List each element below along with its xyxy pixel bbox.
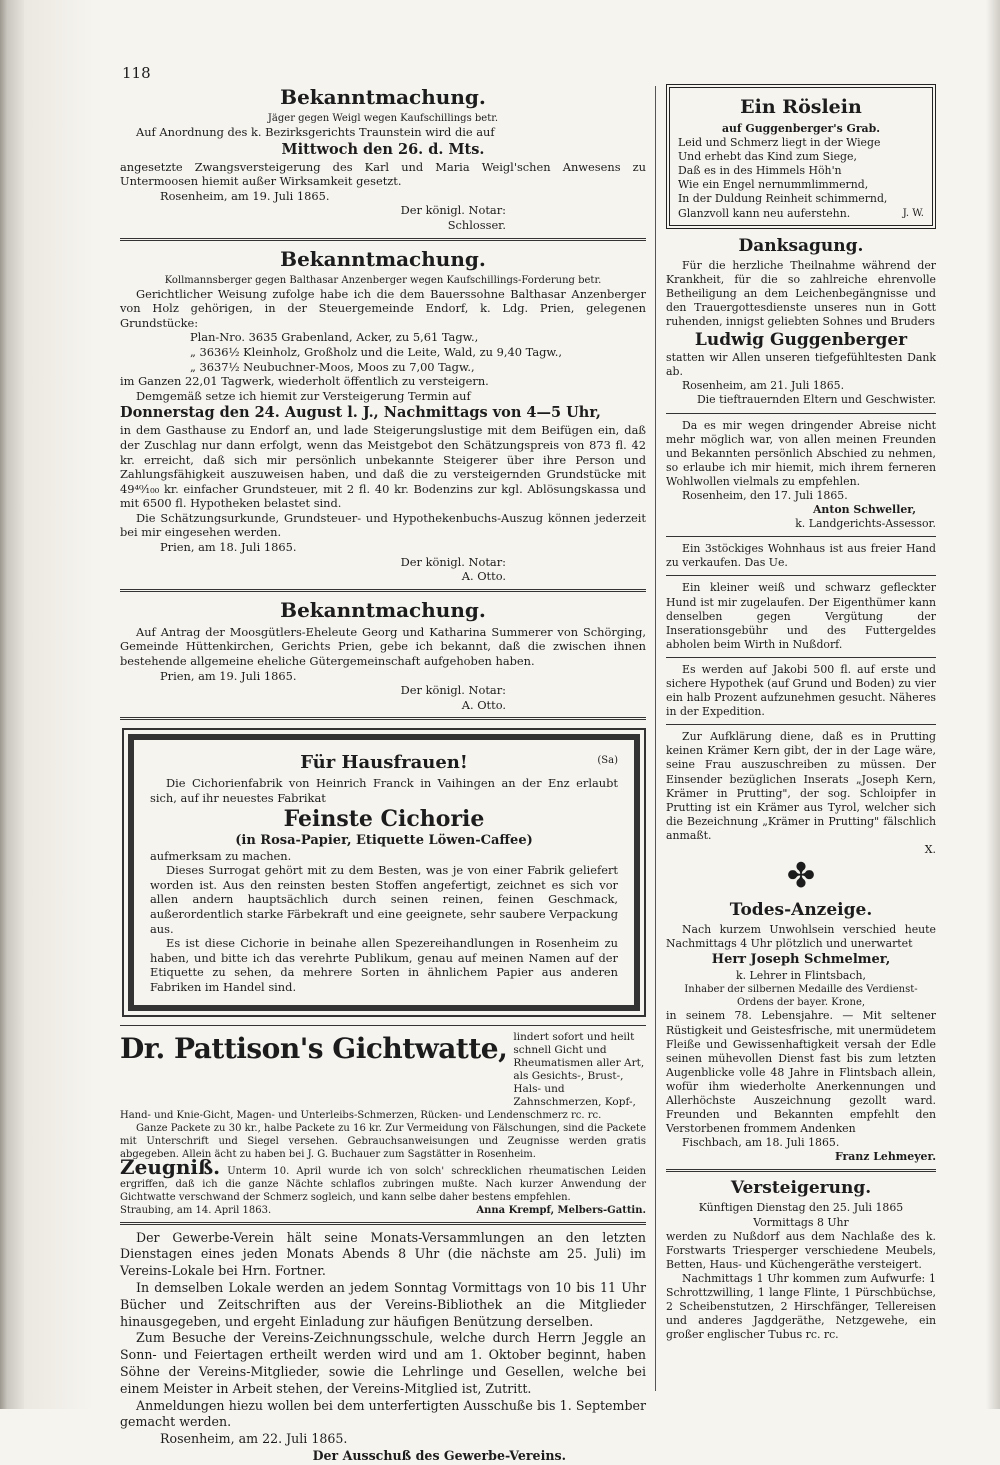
- place-date: Rosenheim, den 17. Juli 1865.: [682, 488, 848, 502]
- parcel-list: [120, 330, 646, 374]
- ad-side-text: lindert sofort und heilt schnell Gicht und Rheumatismen aller Art, als Gesichts-, Brust-, Hals- und Zahnschmerzen, Kopf-,: [513, 1030, 645, 1108]
- place-date: Straubing, am 14. April 1863.: [120, 1204, 272, 1216]
- notice-text: statten wir Allen unseren tiefgefühltesten Dank ab.: [666, 351, 936, 379]
- deceased-honor: Inhaber der silbernen Medaille des Verdienst-Ordens der bayer. Krone,: [684, 984, 918, 1009]
- poem-line: Leid und Schmerz liegt in der Wiege: [678, 136, 881, 150]
- page-gutter: [24, 0, 94, 1409]
- ad-text: Es ist diese Cichorie in beinahe allen Spezereihandlungen in Rosenheim zu haben, und bitte ich das verehrte Publikum, genau auf meinen Namen auf der Etiquette zu sehen, da mehrere Sorten in ähnlichem Papier aus anderen Fabriken im Handel sind.: [150, 936, 618, 994]
- ad-text: Dieses Surrogat gehört mit zu dem Besten, was je von einer Fabrik geliefert worden ist. Aus den reinsten besten Stoffen angefertigt, zeichnet es sich vor allen andern hauptsächlich durch seinen reinen, feinen Geschmack, außerordentlich starke Färbekraft und eine geeignete, sehr saubere Verpackung aus.: [150, 863, 618, 936]
- parcel-item: „ 3636½ Kleinholz, Großholz und die Leite, Wald, zu 9,40 Tagw.,: [190, 344, 563, 359]
- parcel-item: Plan-Nro. 3635 Grabenland, Acker, zu 5,61 Tagw.,: [190, 330, 479, 345]
- notice-text: angesetzte Zwangsversteigerung des Karl und Maria Weigl'schen Anwesens zu Untermoosen hiemit außer Wirksamkeit gesetzt.: [120, 159, 646, 189]
- signer: Franz Lehmeyer.: [835, 1150, 936, 1164]
- page-number: 118: [122, 64, 151, 82]
- signer-name: Anton Schweller,: [812, 503, 916, 517]
- brand-name: Dr. Pattison's Gichtwatte,: [120, 1031, 508, 1065]
- deceased-role: k. Lehrer in Flintsbach,: [735, 969, 867, 983]
- poem-line: Daß es in des Himmels Höh'n: [678, 164, 842, 178]
- notice-date: Mittwoch den 26. d. Mts.: [281, 140, 485, 158]
- notice-title: Bekanntmachung.: [280, 85, 486, 109]
- separator: [120, 717, 646, 720]
- notice-weigl: [120, 84, 646, 233]
- separator: [120, 1222, 646, 1225]
- column-divider: [655, 86, 656, 1391]
- signature: Die tieftrauernden Eltern und Geschwister.: [696, 393, 936, 407]
- ad-text: Hand- und Knie-Gicht, Magen- und Unterleibs-Schmerzen, Rücken- und Lendenschmerz rc. rc.: [120, 1109, 602, 1121]
- separator: [666, 724, 936, 725]
- signature: Der Ausschuß des Gewerbe-Vereins.: [312, 1447, 566, 1463]
- poem-line: Glanzvoll kann neu auferstehn.: [678, 206, 851, 220]
- notice-anzenberger: [120, 246, 646, 584]
- notice-loan: Es werden auf Jakobi 500 fl. auf erste und sichere Hypothek (auf Grund und Boden) zu vier ein halb Prozent aufzunehmen gesucht. Näheres in der Expedition.: [666, 662, 936, 719]
- notice-text: Auf Anordnung des k. Bezirksgerichts Traunstein wird die auf: [136, 125, 495, 139]
- notice-text: Gerichtlicher Weisung zufolge habe ich die dem Bauerssohne Balthasar Anzenberger von Holz gehörigen, in der Steuergemeinde Endorf, k. Ldg. Prien, gelegenen Grundstücke:: [120, 286, 646, 330]
- notary-name: Schlosser.: [447, 217, 506, 232]
- signer: Anna Krempf, Melbers-Gattin.: [476, 1204, 646, 1216]
- poem-line: Und erhebt das Kind zum Siege,: [678, 150, 857, 164]
- notice-danksagung: [666, 235, 936, 408]
- poem-line: Wie ein Engel nernummlimmernd,: [678, 178, 869, 192]
- death-notice: [666, 857, 936, 1164]
- notice-text: in seinem 78. Lebensjahre. — Mit seltener Rüstigkeit und Geistesfrische, mit unermüdetem Fleiße und Gewissenhaftigkeit versah der Edle seinen mühevollen Dienst fast bis zum letzten Augenblicke volle 48 Jahre in Flintsbach allein, wofür ihm wiederholte Anerkennungen und Allerhöchste Auszeichnung gezollt ward. Freunden und Bekannten empfehlt den Verstorbenen frommem Andenken: [666, 1009, 936, 1136]
- separator: [666, 657, 936, 658]
- poem-subtitle: auf Guggenberger's Grab.: [721, 122, 881, 135]
- separator: [666, 536, 936, 537]
- separator: [120, 1025, 646, 1026]
- notary-title: Der königl. Notar:: [400, 554, 506, 569]
- notice-title: Bekanntmachung.: [280, 597, 486, 622]
- notary-name: A. Otto.: [461, 697, 506, 712]
- place-date: Prien, am 19. Juli 1865.: [160, 668, 297, 683]
- cross-icon: ✤: [786, 856, 816, 897]
- notice-title: Danksagung.: [738, 235, 864, 256]
- poem-last: [678, 207, 924, 221]
- separator: [120, 589, 646, 592]
- notice-text: Demgemäß setze ich hiemit zur Versteigerung Termin auf: [136, 388, 471, 403]
- notice-text: Anmeldungen hiezu wollen bei dem unterfertigten Ausschuße bis 1. September gemacht werden.: [120, 1397, 646, 1430]
- notice-dog: Ein kleiner weiß und schwarz gefleckter Hund ist mir zugelaufen. Der Eigenthümer kann denselben gegen Vergütung der Inserationsgebühr und des Futtergeldes abholen beim Wirth in Nußdorf.: [666, 581, 936, 651]
- separator: [120, 238, 646, 241]
- notice-text: Zum Besuche der Vereins-Zeichnungsschule, welche durch Herrn Jeggle an Sonn- und Feiertagen ertheilt werden wird und am 1. Oktober beginnt, haben Söhne der Vereins-Mitglieder, sowie die Lehrlinge und Gesellen, welche bei einem Meister in Arbeit stehen, der Vereins-Mitglied ist, Zutritt.: [120, 1330, 646, 1396]
- poem-box: [666, 84, 936, 229]
- notice-summerer: [120, 597, 646, 713]
- notary-title: Der königl. Notar:: [400, 203, 506, 218]
- ad-title: Für Hausfrauen!: [300, 752, 468, 774]
- ad-text: Die Cichorienfabrik von Heinrich Franck in Vaihingen an der Enz erlaubt sich, auf ihr neuestes Fabrikat: [150, 776, 618, 805]
- notice-text: Da es mir wegen dringender Abreise nicht mehr möglich war, von allen meinen Freunden und Bekannten persönlich Abschied zu nehmen, so erlaube ich mir hiemit, mich ihrem ferneren Wohlwollen vielmals zu empfehlen.: [666, 418, 936, 488]
- left-column: [120, 82, 646, 1465]
- notice-house-sale: Ein 3stöckiges Wohnhaus ist aus freier Hand zu verkaufen. Das Ue.: [666, 542, 936, 570]
- notice-mark: X.: [924, 843, 936, 857]
- place-date: Rosenheim, am 19. Juli 1865.: [160, 188, 330, 203]
- parcel-item: „ 3637½ Neubuchner-Moos, Moos zu 7,00 Tagw.,: [190, 359, 475, 374]
- separator: [666, 413, 936, 414]
- right-column: [666, 82, 936, 1342]
- ad-text: aufmerksam zu machen.: [150, 848, 292, 863]
- notice-text: werden zu Nußdorf aus dem Nachlaße des k. Forstwarts Triesperger verschiedene Meubels, Betten, Haus- und Küchengeräthe versteigert.: [666, 1229, 936, 1271]
- auction-date: Künftigen Dienstag den 25. Juli 1865: [698, 1201, 904, 1215]
- testimonial: [120, 1154, 646, 1204]
- testimonial-footer: [120, 1204, 646, 1217]
- notice-text: im Ganzen 22,01 Tagwerk, wiederholt öffentlich zu versteigern.: [120, 374, 489, 389]
- notary-title: Der königl. Notar:: [400, 683, 506, 698]
- notice-text: Der Gewerbe-Verein hält seine Monats-Versammlungen an den letzten Dienstagen eines jeden Monats Abends 8 Uhr (die nächste am 25. Juli) im Vereins-Lokale bei Hrn. Fortner.: [120, 1229, 646, 1279]
- notice-title: Versteigerung.: [730, 1178, 872, 1199]
- poem-title: Ein Röslein: [740, 96, 862, 118]
- deceased-name: Herr Joseph Schmelmer,: [711, 952, 891, 968]
- notice-title: Todes-Anzeige.: [729, 900, 873, 921]
- notice-gewerbe-verein: [120, 1230, 646, 1465]
- signer-title: k. Landgerichts-Assessor.: [795, 517, 936, 531]
- testimonial-label: Zeugniß.: [120, 1154, 221, 1179]
- auction-notice: [666, 1177, 936, 1342]
- separator: [666, 1169, 936, 1172]
- deceased-name: Ludwig Guggenberger: [694, 330, 908, 351]
- notice-text: Nachmittags 1 Uhr kommen zum Aufwurfe: 1 Schrottzwilling, 1 lange Flinte, 1 Pürschbüchse, 2 Scheibenstutzen, 2 Hirschfänger, Tellereisen und anderes Jagdgeräthe, Netzgewehe, ein großer englischer Tubus rc. rc.: [666, 1271, 936, 1342]
- page-edge: [986, 0, 1000, 1409]
- notice-case: Kollmannsberger gegen Balthasar Anzenberger wegen Kaufschillings-Forderung betr.: [164, 274, 602, 286]
- notice-date: Donnerstag den 24. August l. J., Nachmittags von 4—5 Uhr,: [120, 404, 601, 422]
- notice-text: Die Schätzungsurkunde, Grundsteuer- und Hypothekenbuchs-Auszug können jederzeit bei mir eingesehen werden.: [120, 510, 646, 540]
- ad-gichtwatte: [120, 1031, 646, 1217]
- poem-initials: J. W.: [902, 207, 924, 219]
- notice-text: Auf Antrag der Moosgütlers-Eheleute Georg und Katharina Summerer von Schörging, Gemeinde Hüttenkirchen, Gerichts Prien, gebe ich bekannt, daß die zwischen ihnen bestehende allgemeine eheliche Gütergemeinschaft aufgehoben haben.: [120, 624, 646, 669]
- notice-text: In demselben Lokale werden an jedem Sonntag Vormittags von 10 bis 11 Uhr Bücher und Zeitschriften aus der Vereins-Bibliothek an die Mitglieder hinausgegeben, und ergeht Einladung zur häufigen Benützung derselben.: [120, 1279, 646, 1329]
- binding-shadow: [0, 0, 24, 1409]
- notary-name: A. Otto.: [461, 569, 506, 584]
- separator: [666, 575, 936, 576]
- poem-line: In der Duldung Reinheit schimmernd,: [678, 192, 888, 206]
- ad-text: Ganze Packete zu 30 kr., halbe Packete zu 16 kr. Zur Vermeidung von Fälschungen, sind die Packete mit Unterschrift und Siegel versehen. Gebrauchsanweisungen und Zeugnisse werden gratis abgegeben. Allein ächt zu haben bei J. G. Buchauer zum Sagstätter in Rosenheim.: [120, 1122, 646, 1160]
- notice-case: Jäger gegen Weigl wegen Kaufschillings betr.: [267, 113, 499, 124]
- notice-correction: [666, 730, 936, 857]
- notice-text: Für die herzliche Theilnahme während der Krankheit, für die so zahlreiche ehrenvolle Betheiligung an dem Leichenbegängnisse und den Trauergottesdienste unseres nun in Gott ruhenden, innigst geliebten Sohnes und Bruders: [666, 258, 936, 329]
- testimonial-text: Unterm 10. April wurde ich von solch' schrecklichen rheumatischen Leiden ergriffen, daß ich die ganze Nächte schlaflos zubringen mußte. Nach kurzer Anwendung der Gichtwatte verschwand der Schmerz sogleich, und kann selbe daher bestens empfehlen.: [120, 1165, 646, 1203]
- ad-mark: (Sa): [597, 755, 618, 767]
- product-name: Feinste Cichorie: [283, 805, 485, 832]
- ad-cichorie: [128, 734, 640, 1010]
- place-date: Rosenheim, am 21. Juli 1865.: [682, 379, 845, 393]
- ad-header: [150, 750, 618, 776]
- auction-time: Vormittags 8 Uhr: [753, 1215, 849, 1229]
- notice-title: Bekanntmachung.: [280, 246, 486, 271]
- ad-header: [120, 1031, 646, 1109]
- product-detail: (in Rosa-Papier, Etiquette Löwen-Caffee): [235, 832, 533, 848]
- notice-text: Zur Aufklärung diene, daß es in Prutting keinen Krämer Kern gibt, der in der Lage wäre, seine Frau auszuschreiben zu müssen. Der Einsender bezüglichen Inserats „Joseph Kern, Krämer in Prutting", der sog. Schloipfer in Prutting ist ein Krämer aus Tyrol, welcher sich die Bezeichnung „Krämer in Prutting" fälschlich anmaßt.: [666, 730, 936, 842]
- notice-text: Nach kurzem Unwohlsein verschied heute Nachmittags 4 Uhr plötzlich und unerwartet: [666, 923, 936, 951]
- place-date: Fischbach, am 18. Juli 1865.: [682, 1136, 840, 1150]
- place-date: Prien, am 18. Juli 1865.: [160, 540, 297, 555]
- place-date: Rosenheim, am 22. Juli 1865.: [160, 1431, 348, 1447]
- notice-farewell: [666, 419, 936, 532]
- notice-text: in dem Gasthause zu Endorf an, und lade Steigerungslustige mit dem Beifügen ein, daß der Zuschlag nur dann erfolgt, wenn das Meistgebot den Schätzungspreis von 873 fl. 42 kr. erreicht, daß sich mir persönlich unbekannte Steigerer über ihre Person und Zahlungsfähigkeit auszuweisen haben, und daß die zu versteigernden Grundstücke mit 49⁴⁰⁄₁₀₀ kr. einfacher Grundsteuer, mit 2 fl. 40 kr. Bodenzins zur kgl. Ablösungskassa und mit 6500 fl. Hypotheken belastet sind.: [120, 423, 646, 511]
